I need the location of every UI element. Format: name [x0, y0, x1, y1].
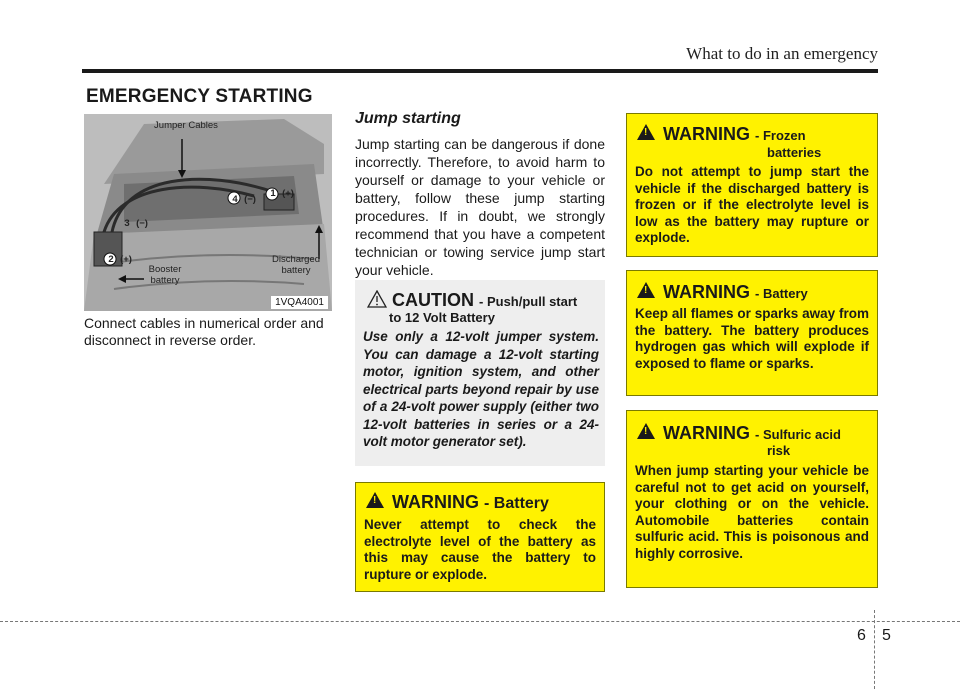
- section-title: EMERGENCY STARTING: [86, 86, 313, 107]
- callout-1: 1: [270, 188, 276, 199]
- warning-title: WARNING: [663, 124, 750, 144]
- callout-1-polarity: (+): [282, 188, 294, 199]
- callout-3: 3: [124, 218, 130, 229]
- warning-header: [663, 282, 808, 303]
- warning-subtitle: - Sulfuric acid: [755, 427, 841, 442]
- running-header: What to do in an emergency: [686, 44, 878, 63]
- jump-starting-heading: Jump starting: [355, 110, 461, 127]
- discharged-battery-label: Discharged battery: [271, 254, 321, 276]
- warning-subtitle: - Frozen: [755, 128, 806, 143]
- warning-triangle-icon: [637, 124, 655, 140]
- caution-box: [355, 280, 605, 466]
- warning-header: [392, 492, 549, 513]
- caution-subtitle: - Push/pull start: [479, 294, 578, 309]
- callout-4-polarity: (−): [244, 194, 256, 205]
- warning-box-frozen-batteries: [626, 113, 878, 257]
- warning-header: [663, 423, 841, 444]
- chapter-number: 6: [857, 627, 866, 644]
- engine-bay-illustration: [84, 114, 332, 311]
- warning-box-sulfuric-acid: [626, 410, 878, 588]
- figure-code: 1VQA4001: [271, 296, 328, 309]
- warning-title: WARNING: [392, 492, 479, 512]
- callout-2-polarity: (+): [120, 254, 132, 265]
- caution-body: Use only a 12-volt jumper system. You can damage a 12-volt starting motor, ignition system, and other electrical parts beyond repair by use of a 24-volt power supply (either two 12-volt batteries in series or a 24-volt motor generator set).: [363, 329, 599, 449]
- jumper-cables-label: Jumper Cables: [154, 120, 218, 131]
- warning-body: When jump starting your vehicle be careful not to get acid on yourself, your clothing or on the vehicle. Automobile batteries contain sulfuric acid. This is poisonous and highly corrosive.: [635, 463, 869, 561]
- caution-triangle-icon: [367, 290, 387, 308]
- footer-divider: [874, 610, 875, 689]
- jump-starting-body: Jump starting can be dangerous if done incorrectly. Therefore, to avoid harm to yourself or damage to your vehicle or battery, follow these jump starting procedures. If in doubt, we strongly recommend that you have a competent technician or towing service jump start your vehicle.: [355, 136, 605, 278]
- jump-start-figure: [84, 114, 332, 311]
- warning-triangle-icon: [366, 492, 384, 508]
- caution-header: [392, 290, 577, 311]
- warning-subtitle: - Battery: [484, 495, 549, 512]
- callout-4: 4: [232, 194, 238, 205]
- warning-subtitle-2: risk: [767, 443, 791, 458]
- warning-box-battery-right: [626, 270, 878, 396]
- figure-caption: Connect cables in numerical order and disconnect in reverse order.: [84, 315, 324, 348]
- warning-subtitle: - Battery: [755, 286, 808, 301]
- warning-body: Do not attempt to jump start the vehicle if the discharged battery is frozen or if the electrolyte level is low as the battery may rupture or explode.: [635, 164, 869, 245]
- warning-subtitle-2: batteries: [767, 145, 822, 160]
- page-number: 5: [882, 627, 891, 644]
- warning-box-battery-left: [355, 482, 605, 592]
- warning-title: WARNING: [663, 282, 750, 302]
- caution-title: CAUTION: [392, 290, 474, 310]
- warning-triangle-icon: [637, 423, 655, 439]
- booster-battery-label: Booster battery: [148, 264, 182, 286]
- warning-header: [663, 124, 806, 145]
- warning-body: Keep all flames or sparks away from the battery. The battery produces hydrogen gas which will explode if exposed to flame or sparks.: [635, 306, 869, 371]
- callout-3-polarity: (−): [136, 218, 148, 229]
- header-rule: [82, 69, 878, 73]
- footer-rule: [0, 621, 960, 622]
- warning-body: Never attempt to check the electrolyte level of the battery as this may cause the battery to rupture or explode.: [364, 517, 596, 582]
- warning-triangle-icon: [637, 282, 655, 298]
- caution-subtitle-2: to 12 Volt Battery: [389, 310, 495, 325]
- callout-2: 2: [108, 254, 114, 265]
- warning-title: WARNING: [663, 423, 750, 443]
